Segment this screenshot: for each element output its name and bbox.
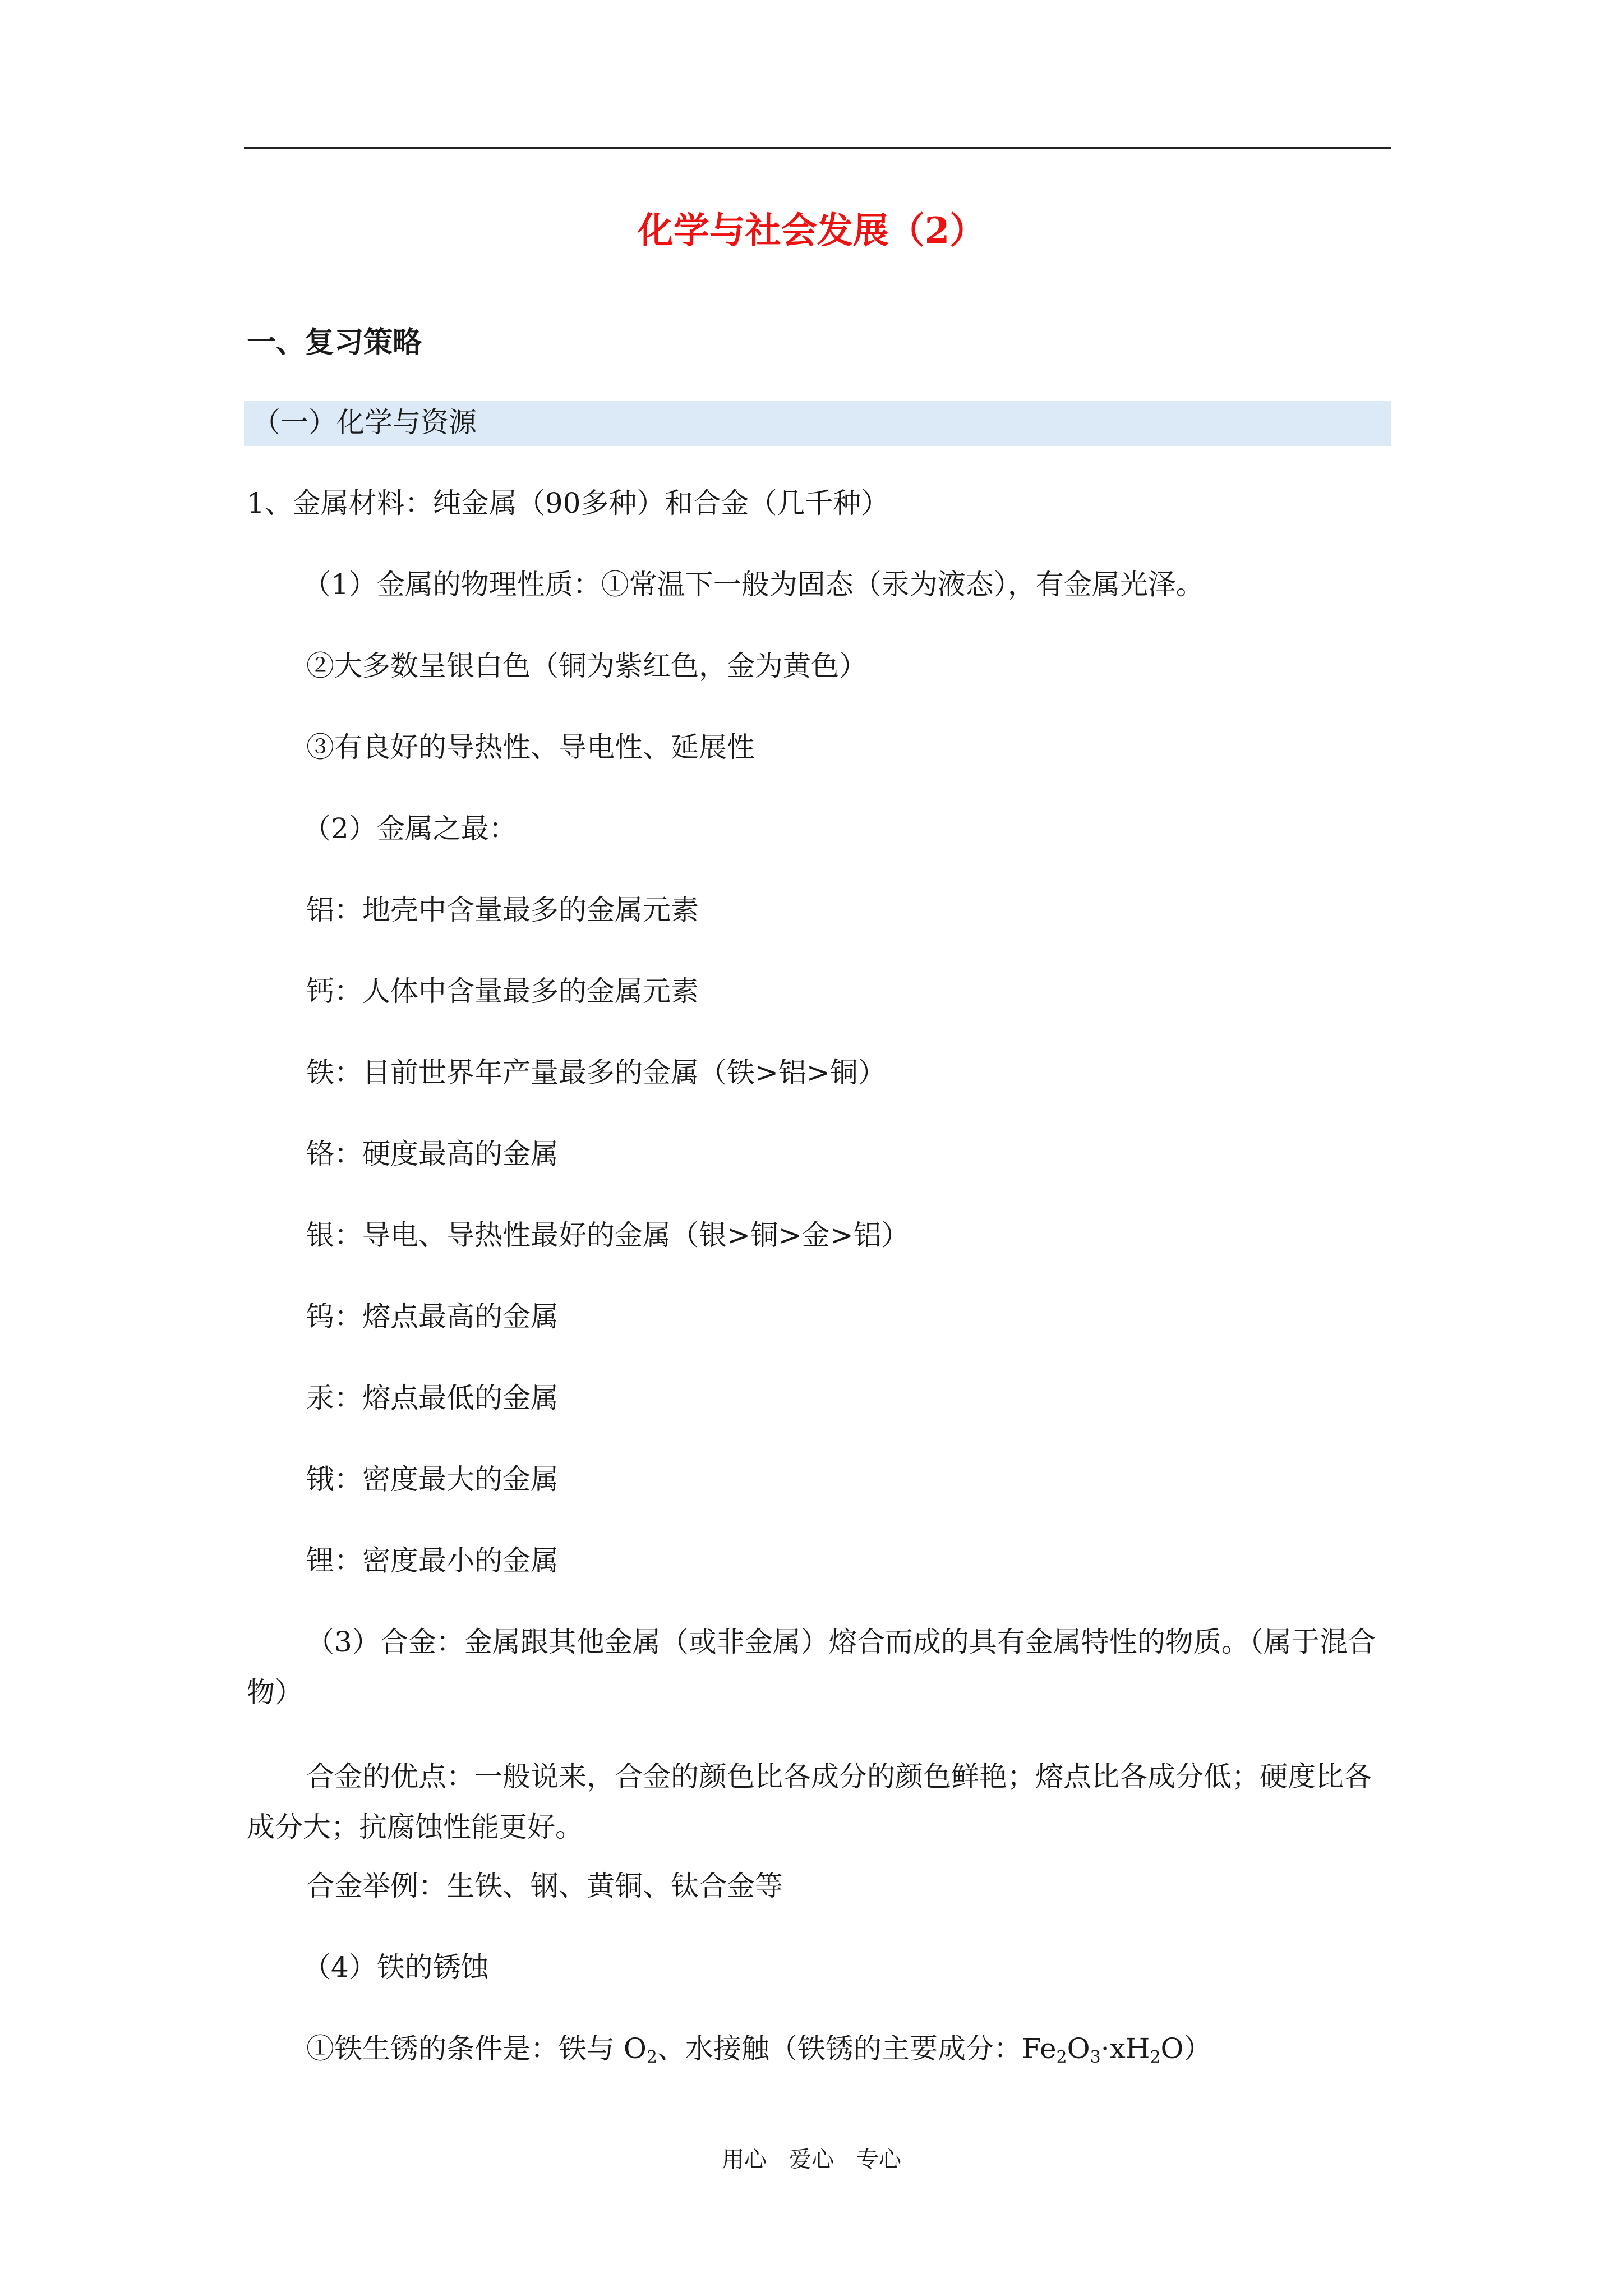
page-title: 化学与社会发展（2） [637, 210, 986, 252]
metal-record-item: 汞：熔点最低的金属 [306, 1382, 559, 1414]
subscript: 2 [1056, 2047, 1067, 2067]
rust-condition-middle: 、水接触（铁锈的主要成分：Fe [657, 2032, 1057, 2065]
rust-condition-end: O） [1160, 2032, 1212, 2065]
metal-record-item: 钨：熔点最高的金属 [306, 1300, 559, 1333]
physical-properties-color: ②大多数呈银白色（铜为紫红色，金为黄色） [306, 650, 867, 682]
metal-records-heading: （2）金属之最： [303, 812, 517, 845]
rust-heading: （4）铁的锈蚀 [303, 1951, 489, 1984]
subscript: 2 [646, 2047, 657, 2067]
alloy-advantages: 合金的优点：一般说来，合金的颜色比各成分的颜色鲜艳；熔点比各成分低；硬度比各成分大；抗腐蚀性能更好。 [247, 1760, 1372, 1843]
subscript: 2 [1150, 2047, 1161, 2067]
metal-record-item: 钙：人体中含量最多的金属元素 [306, 975, 699, 1007]
metal-record-item: 铝：地壳中含量最多的金属元素 [306, 894, 699, 926]
hydrate-text: ·xH [1100, 2032, 1150, 2065]
metal-record-item: 锇：密度最大的金属 [306, 1463, 559, 1496]
metal-record-item: 铬：硬度最高的金属 [306, 1138, 559, 1170]
item-metal-materials: 1、金属材料：纯金属（90多种）和合金（几千种） [247, 487, 889, 519]
physical-properties-heading: （1）金属的物理性质：①常温下一般为固态（汞为液态），有金属光泽。 [303, 568, 1204, 601]
section-heading: 一、复习策略 [247, 325, 422, 360]
alloy-examples: 合金举例：生铁、钢、黄铜、钛合金等 [306, 1870, 783, 1902]
alloy-definition: （3）合金：金属跟其他金属（或非金属）熔合而成的具有金属特性的物质。（属于混合物） [247, 1626, 1376, 1709]
rust-condition [306, 2032, 1212, 2067]
header-rule [244, 147, 1391, 149]
metal-record-item: 锂：密度最小的金属 [306, 1544, 559, 1577]
page-footer: 用心 爱心 专心 [722, 2147, 901, 2173]
metal-record-item: 铁：目前世界年产量最多的金属（铁>铝>铜） [306, 1056, 886, 1089]
oxygen-symbol: O [1067, 2032, 1090, 2065]
rust-condition-prefix: ①铁生锈的条件是：铁与 O [306, 2032, 647, 2065]
metal-record-item: 银：导电、导热性最好的金属（银>铜>金>铝） [306, 1219, 910, 1251]
physical-properties-conductivity: ③有良好的导热性、导电性、延展性 [306, 731, 755, 763]
subscript: 3 [1090, 2047, 1101, 2067]
subsection-heading: （一）化学与资源 [252, 406, 477, 439]
